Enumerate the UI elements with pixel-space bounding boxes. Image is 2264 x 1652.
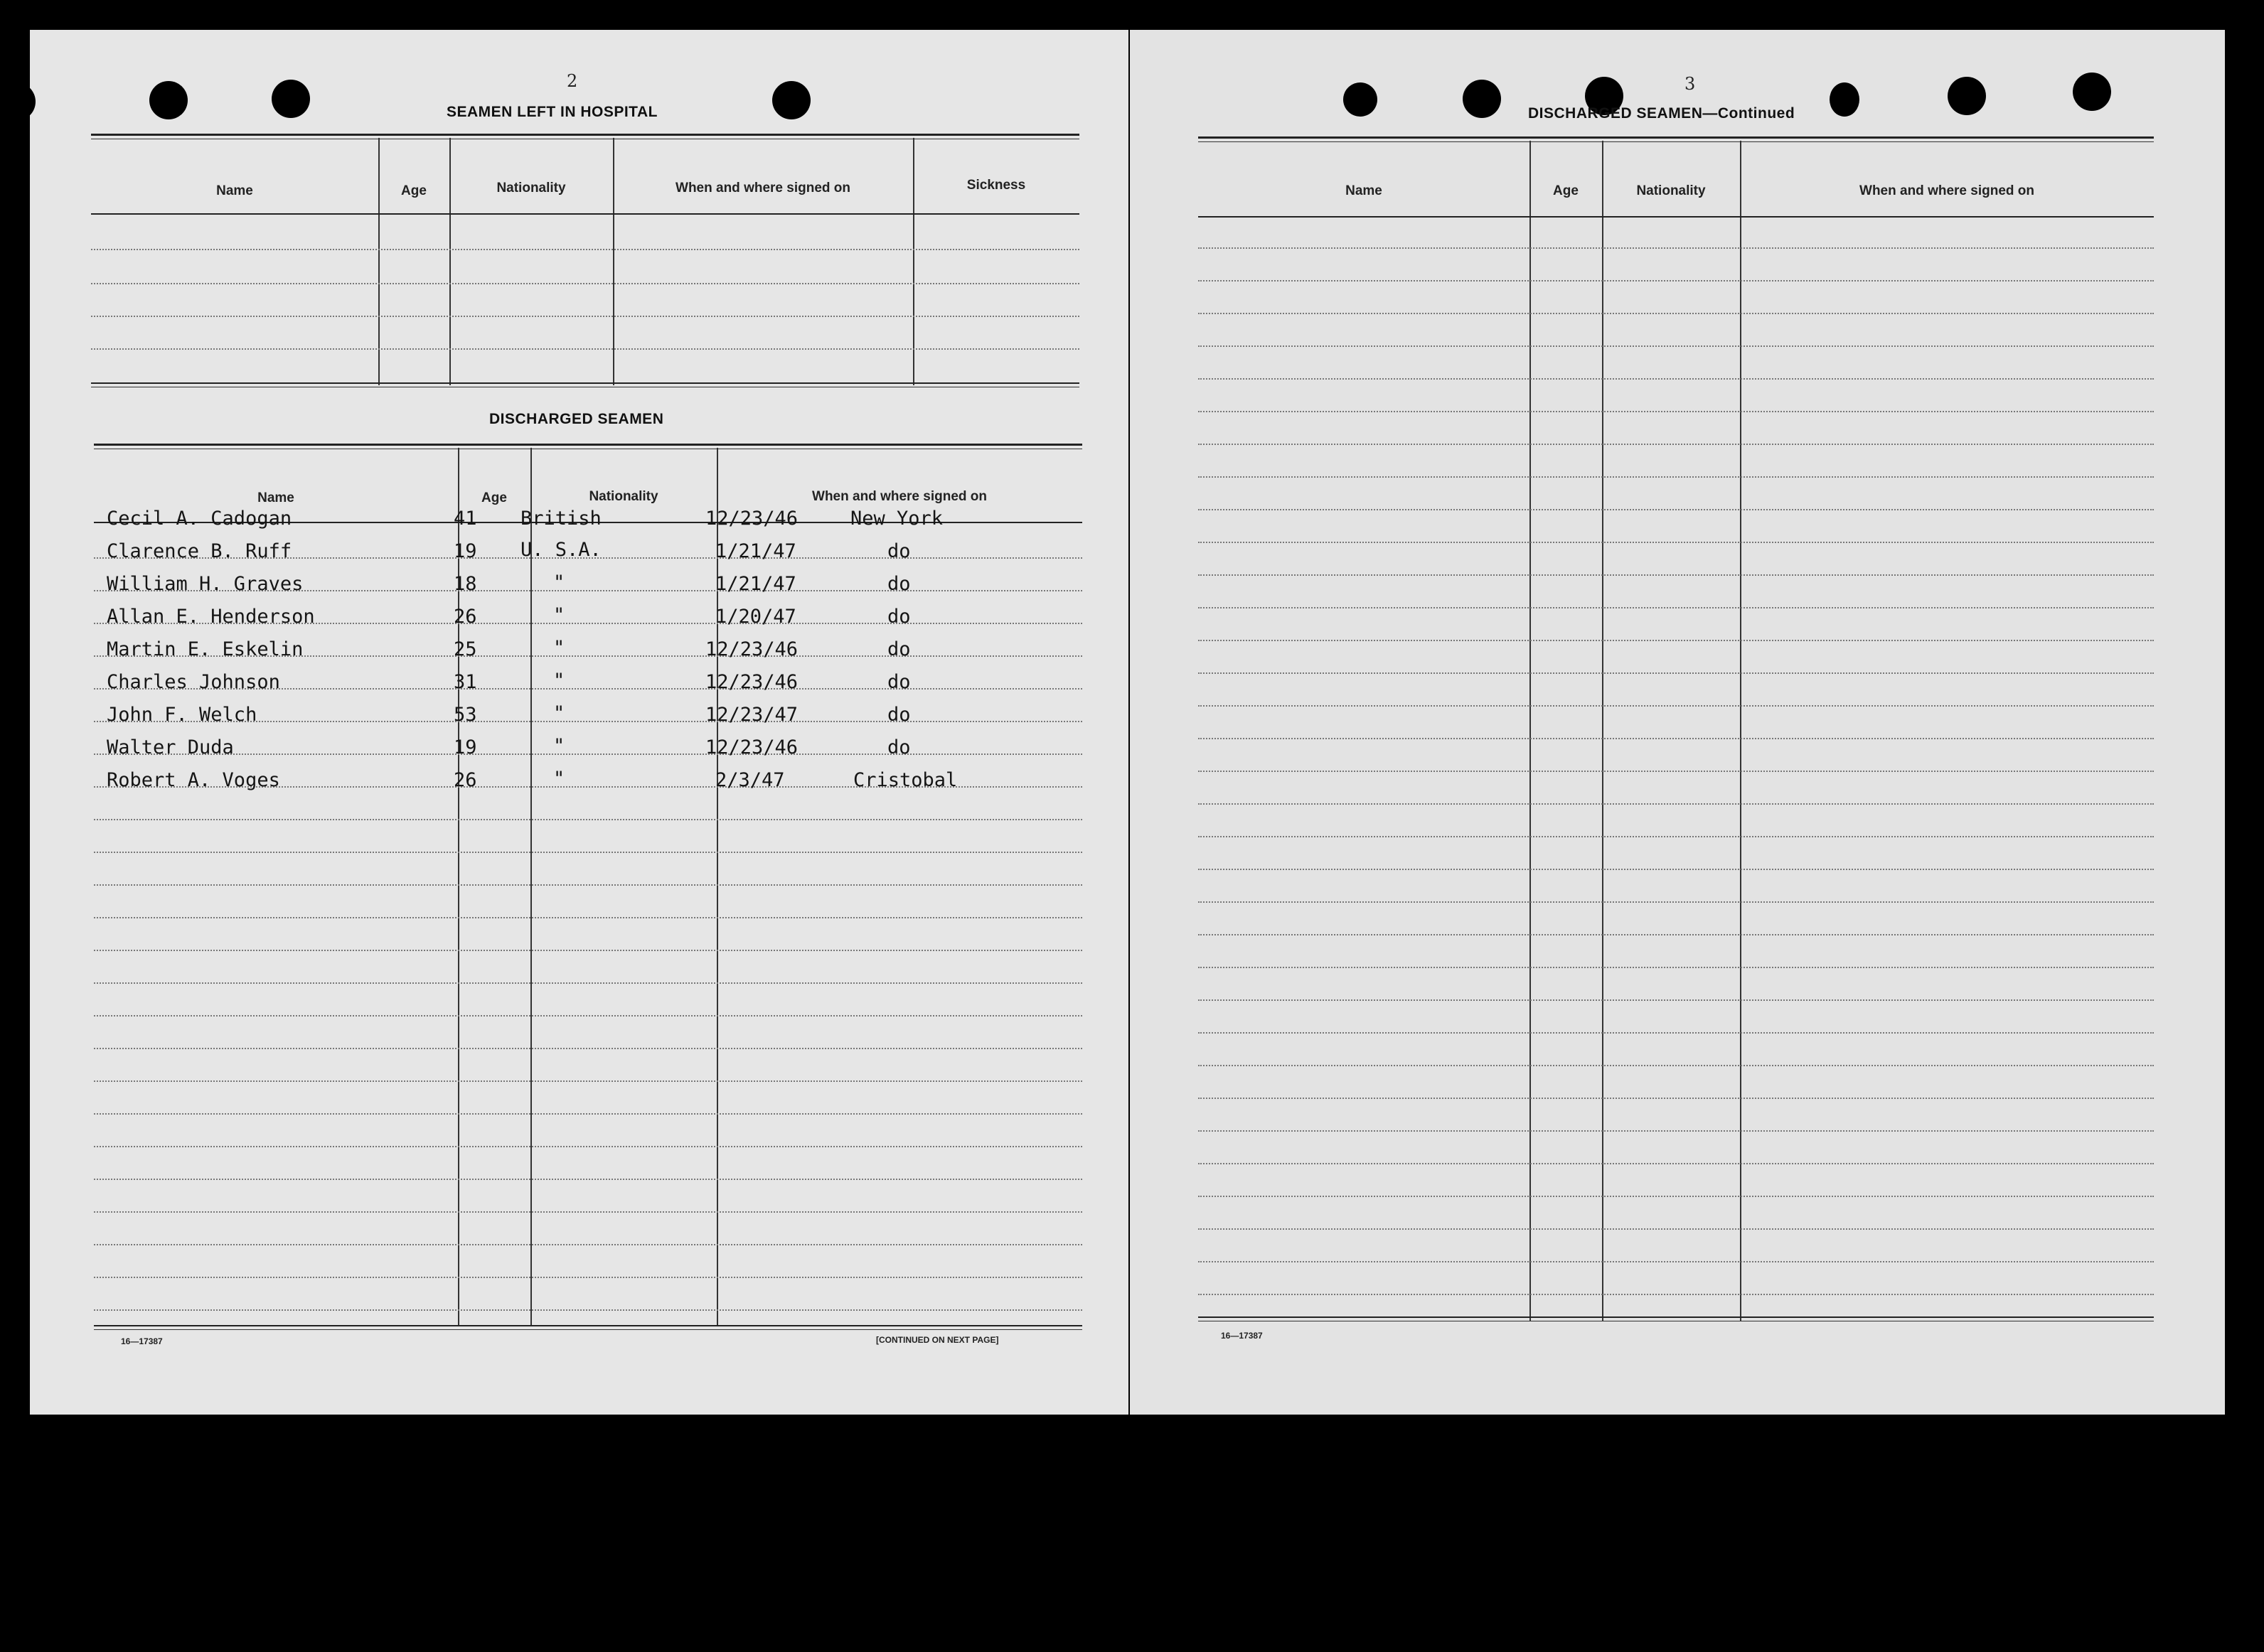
- punch-hole: [0, 82, 36, 121]
- signed-on-date: 1/21/47: [715, 540, 796, 562]
- punch-hole: [1463, 80, 1501, 118]
- signed-on-date: 12/23/46: [705, 671, 799, 693]
- seaman-name: Charles Johnson: [107, 671, 280, 693]
- seaman-age: 19: [454, 736, 477, 758]
- seaman-name: Allan E. Henderson: [107, 606, 315, 628]
- page-number: 2: [567, 71, 578, 91]
- discharged-header-age: Age: [481, 490, 507, 505]
- signed-on-place: do: [887, 736, 911, 758]
- seaman-name: Clarence B. Ruff: [107, 540, 292, 562]
- signed-on-place: do: [887, 573, 911, 595]
- punch-hole: [1343, 82, 1377, 117]
- signed-on-date: 1/20/47: [715, 606, 796, 628]
- punch-hole: [1830, 82, 1859, 117]
- signed-on-date: 12/23/46: [705, 736, 799, 758]
- seaman-age: 41: [454, 508, 477, 530]
- punch-hole: [2073, 73, 2111, 111]
- signed-on-date: 12/23/47: [705, 704, 799, 726]
- continued-header-name: Name: [1345, 183, 1382, 198]
- punch-hole: [772, 81, 811, 119]
- hospital-header-sickness: Sickness: [966, 178, 1026, 193]
- hospital-header-age: Age: [401, 183, 427, 198]
- continued-header-signed-on: When and where signed on: [1859, 183, 2034, 198]
- seaman-age: 25: [454, 638, 477, 660]
- punch-hole: [272, 80, 310, 118]
- signed-on-date: 1/21/47: [715, 573, 796, 595]
- signed-on-place: do: [887, 540, 911, 562]
- seaman-nationality: ": [553, 670, 565, 692]
- discharged-section-title: DISCHARGED SEAMEN: [489, 411, 664, 427]
- right-page: [1130, 30, 2225, 1415]
- seaman-nationality: U. S.A.: [520, 539, 602, 561]
- seaman-nationality: ": [553, 572, 565, 594]
- hospital-section-title: SEAMEN LEFT IN HOSPITAL: [447, 104, 658, 120]
- form-number: 16—17387: [1221, 1331, 1263, 1341]
- discharged-header-name: Name: [257, 490, 294, 505]
- discharged-title-main: DISCHARGED SEAMEN: [1528, 105, 1703, 122]
- hospital-header-nationality: Nationality: [496, 181, 566, 195]
- seaman-nationality: ": [553, 768, 565, 790]
- seaman-age: 19: [454, 540, 477, 562]
- punch-hole: [1948, 77, 1986, 115]
- page-number: 3: [1684, 74, 1696, 94]
- discharged-continued-title: [1528, 105, 1795, 122]
- signed-on-place: do: [887, 606, 911, 628]
- signed-on-place: do: [887, 638, 911, 660]
- discharged-header-signed-on: When and where signed on: [812, 489, 987, 504]
- seaman-name: William H. Graves: [107, 573, 304, 595]
- continued-note: [CONTINUED ON NEXT PAGE]: [876, 1335, 999, 1345]
- hospital-header-name: Name: [216, 183, 253, 198]
- punch-hole: [149, 81, 188, 119]
- seaman-nationality: ": [553, 702, 565, 724]
- seaman-name: Cecil A. Cadogan: [107, 508, 292, 530]
- hospital-header-signed-on: When and where signed on: [676, 181, 850, 195]
- signed-on-place: New York: [850, 508, 944, 530]
- seaman-age: 53: [454, 704, 477, 726]
- seaman-nationality: ": [553, 735, 565, 757]
- signed-on-date: 12/23/46: [705, 508, 799, 530]
- seaman-nationality: British: [520, 508, 602, 530]
- continued-header-nationality: Nationality: [1636, 183, 1706, 198]
- discharged-continued-table: [1198, 136, 2154, 1359]
- seaman-name: Martin E. Eskelin: [107, 638, 304, 660]
- seaman-age: 31: [454, 671, 477, 693]
- continued-header-age: Age: [1553, 183, 1579, 198]
- seaman-name: Walter Duda: [107, 736, 234, 758]
- signed-on-place: do: [887, 704, 911, 726]
- left-page: [30, 30, 1128, 1415]
- seaman-name: Robert A. Voges: [107, 769, 280, 791]
- continued-suffix: —Continued: [1702, 105, 1795, 122]
- seaman-nationality: ": [553, 637, 565, 659]
- signed-on-place: do: [887, 671, 911, 693]
- seaman-age: 18: [454, 573, 477, 595]
- discharged-header-nationality: Nationality: [589, 489, 658, 504]
- seaman-nationality: ": [553, 604, 565, 626]
- seaman-age: 26: [454, 769, 477, 791]
- form-number: 16—17387: [121, 1336, 163, 1346]
- hospital-table: [91, 134, 1079, 421]
- seaman-age: 26: [454, 606, 477, 628]
- signed-on-date: 12/23/46: [705, 638, 799, 660]
- signed-on-date: 2/3/47: [715, 769, 785, 791]
- signed-on-place: Cristobal: [853, 769, 958, 791]
- seaman-name: John F. Welch: [107, 704, 257, 726]
